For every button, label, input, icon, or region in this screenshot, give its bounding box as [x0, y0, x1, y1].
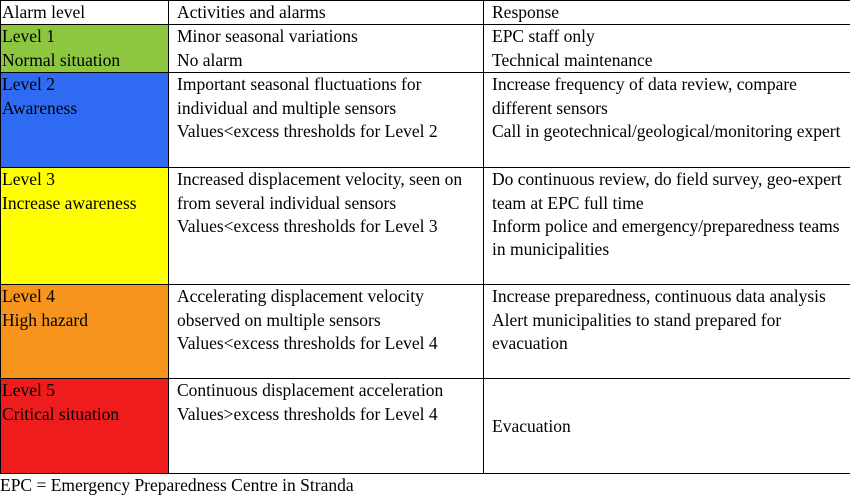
- response-cell: [484, 379, 850, 474]
- response-cell: [484, 285, 850, 379]
- header-activities: Activities and alarms: [169, 1, 484, 25]
- response-item: Evacuation: [492, 415, 850, 438]
- activities-cell: [169, 25, 484, 73]
- table-header-row: [1, 1, 850, 25]
- level-label: Level 3: [2, 168, 168, 191]
- level-status: Increase awareness: [2, 192, 168, 215]
- response-item: Inform police and emergency/preparedness teams in municipalities: [492, 215, 850, 262]
- activities-cell: [169, 285, 484, 379]
- level-label: Level 1: [2, 25, 168, 48]
- activities-cell: [169, 379, 484, 474]
- activity-item: Accelerating displacement velocity observed on multiple sensors: [177, 285, 483, 332]
- response-cell: [484, 73, 850, 168]
- response-item: Alert municipalities to stand prepared for evacuation: [492, 309, 850, 356]
- table-row-level-3: [1, 168, 850, 285]
- table-row-level-5: [1, 379, 850, 474]
- activity-item: Values<excess thresholds for Level 4: [177, 332, 483, 355]
- level-cell: [1, 73, 169, 168]
- header-alarm-level: Alarm level: [1, 1, 169, 25]
- level-status: Normal situation: [2, 49, 168, 72]
- level-status: Critical situation: [2, 403, 168, 426]
- activity-item: No alarm: [177, 49, 483, 72]
- header-response: Response: [484, 1, 850, 25]
- activity-item: Increased displacement velocity, seen on from several individual sensors: [177, 168, 483, 215]
- table-row-level-4: [1, 285, 850, 379]
- response-item: EPC staff only: [492, 25, 850, 48]
- level-cell: [1, 25, 169, 73]
- activity-item: Minor seasonal variations: [177, 25, 483, 48]
- activity-item: Values>excess thresholds for Level 4: [177, 403, 483, 426]
- level-status: Awareness: [2, 97, 168, 120]
- response-item: Call in geotechnical/geological/monitoring expert: [492, 120, 850, 143]
- response-cell: [484, 168, 850, 285]
- level-status: High hazard: [2, 309, 168, 332]
- level-label: Level 2: [2, 73, 168, 96]
- response-item: Increase preparedness, continuous data analysis: [492, 285, 850, 308]
- activity-item: Values<excess thresholds for Level 3: [177, 215, 483, 238]
- response-cell: [484, 25, 850, 73]
- footnote: EPC = Emergency Preparedness Centre in Stranda: [0, 474, 354, 497]
- activity-item: Continuous displacement acceleration: [177, 379, 483, 402]
- level-label: Level 4: [2, 285, 168, 308]
- table-row-level-1: [1, 25, 850, 73]
- activities-cell: [169, 168, 484, 285]
- level-cell: [1, 379, 169, 474]
- response-item: Technical maintenance: [492, 49, 850, 72]
- table-row-level-2: [1, 73, 850, 168]
- activity-item: Values<excess thresholds for Level 2: [177, 120, 483, 143]
- response-item: Do continuous review, do field survey, geo-expert team at EPC full time: [492, 168, 850, 215]
- level-cell: [1, 285, 169, 379]
- level-label: Level 5: [2, 379, 168, 402]
- level-cell: [1, 168, 169, 285]
- response-item: Increase frequency of data review, compare different sensors: [492, 73, 850, 120]
- activity-item: Important seasonal fluctuations for individual and multiple sensors: [177, 73, 483, 120]
- activities-cell: [169, 73, 484, 168]
